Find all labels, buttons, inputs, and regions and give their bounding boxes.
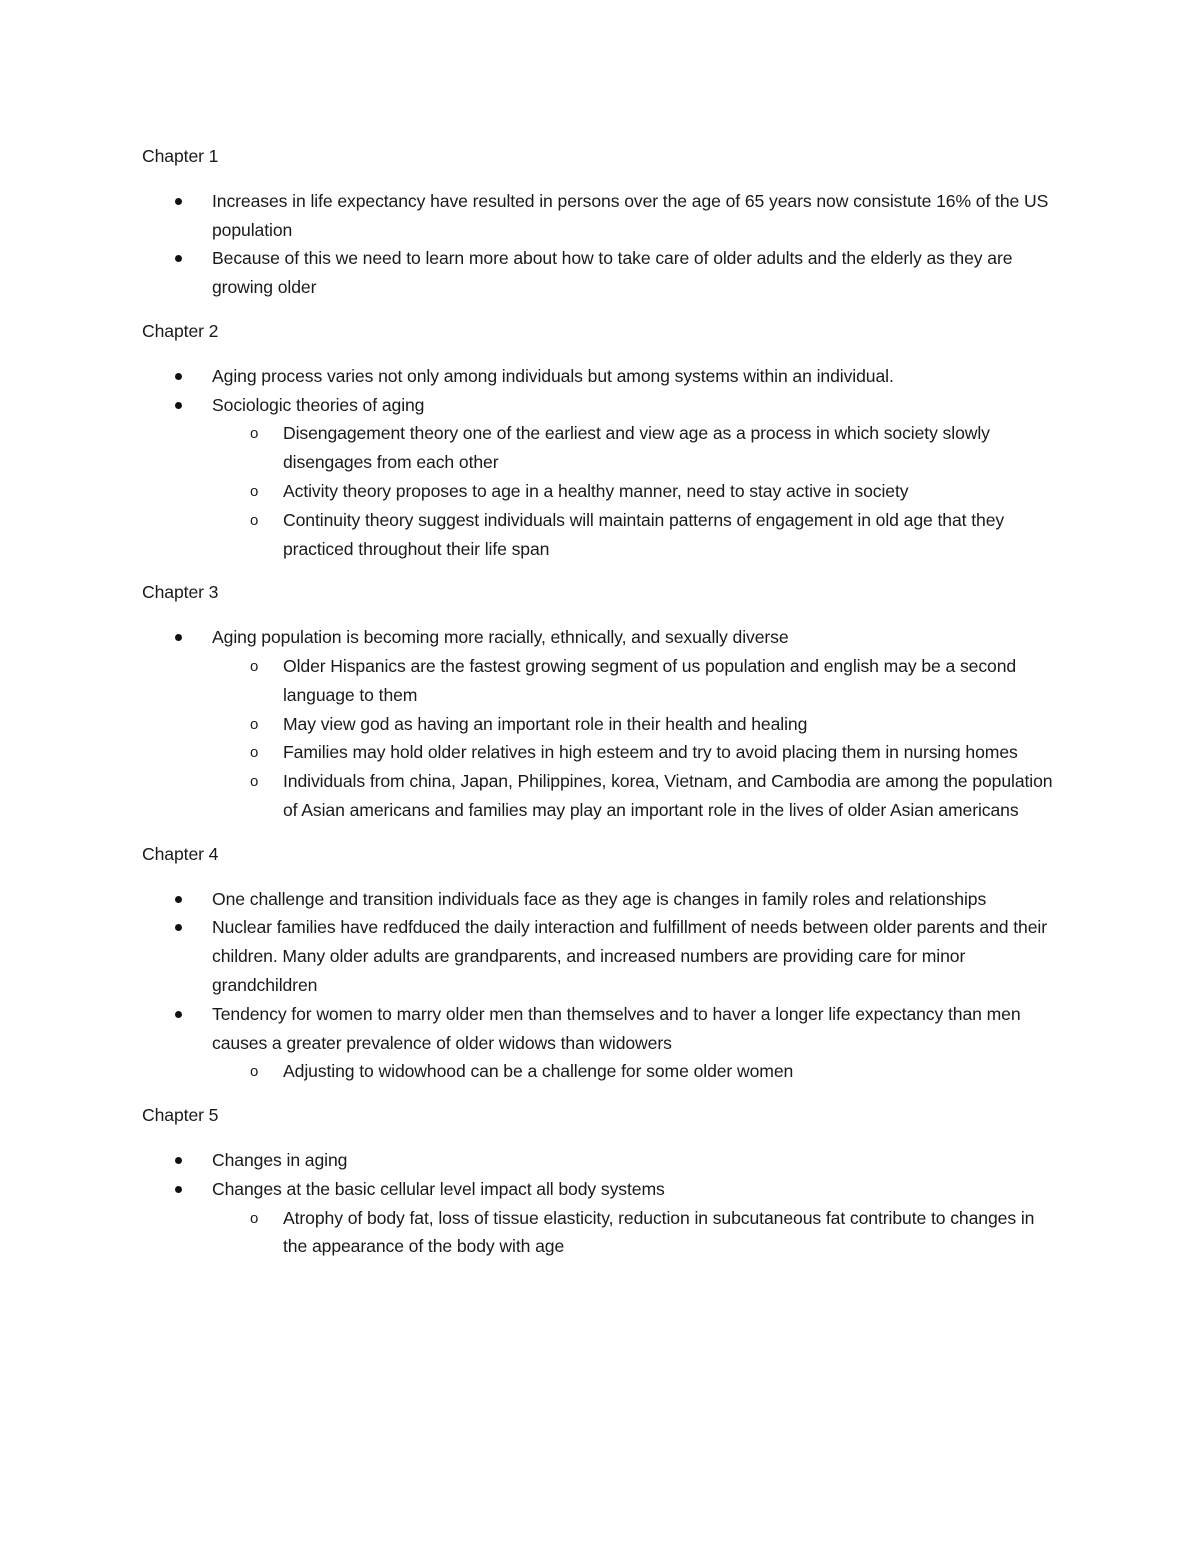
list-item <box>142 623 1062 825</box>
sub-list-item-text: May view god as having an important role in their health and healing <box>283 713 808 734</box>
chapter-section <box>142 142 1062 302</box>
list-item <box>142 1000 1062 1086</box>
sub-list-item <box>142 506 1062 564</box>
sub-list-item <box>142 1204 1062 1262</box>
chapter-heading: Chapter 4 <box>142 843 219 864</box>
hollow-bullet-icon: o <box>250 773 259 791</box>
chapter-heading: Chapter 1 <box>142 146 219 166</box>
hollow-bullet-icon: o <box>250 482 259 500</box>
chapter-heading: Chapter 5 <box>142 1105 219 1126</box>
sub-bullet-list <box>142 652 1062 825</box>
list-item <box>142 885 1062 914</box>
hollow-bullet-icon: o <box>250 1209 259 1227</box>
chapter-section <box>142 1101 1062 1261</box>
sub-list-item-text: Older Hispanics are the fastest growing segment of us population and english may be a second language to them <box>283 655 1017 705</box>
bullet-dot-icon <box>175 1011 182 1018</box>
list-item <box>142 1146 1062 1175</box>
sub-list-item-text: Continuity theory suggest individuals will maintain patterns of engagement in old age that they practiced throughout their life span <box>283 509 1005 559</box>
sub-list-item-text: Disengagement theory one of the earliest and view age as a process in which society slowly disengages from each other <box>283 423 990 473</box>
list-item <box>142 913 1062 999</box>
list-item-text: Aging population is becoming more racially, ethnically, and sexually diverse <box>212 627 789 648</box>
chapter-heading: Chapter 2 <box>142 320 219 341</box>
sub-list-item-text: Adjusting to widowhood can be a challenge for some older women <box>283 1061 794 1082</box>
bullet-list <box>142 623 1062 825</box>
sub-list-item-text: Individuals from china, Japan, Philippines, korea, Vietnam, and Cambodia are among the population of Asian americans and families may play an important role in the lives of older Asian americans <box>283 771 1053 820</box>
list-item-text: Aging process varies not only among individuals but among systems within an individual. <box>212 365 894 386</box>
list-item-text: Changes at the basic cellular level impact all body systems <box>212 1178 665 1199</box>
chapter-section <box>142 840 1062 1086</box>
sub-list-item <box>142 419 1062 477</box>
bullet-dot-icon <box>175 402 182 409</box>
sub-list-item <box>142 738 1062 767</box>
chapter-section <box>142 578 1062 824</box>
list-item-text: Sociologic theories of aging <box>212 394 425 415</box>
bullet-dot-icon <box>175 373 182 380</box>
sub-list-item <box>142 652 1062 710</box>
bullet-dot-icon <box>175 255 182 262</box>
sub-list-item-text: Atrophy of body fat, loss of tissue elasticity, reduction in subcutaneous fat contribute to changes in the appearance of the body with age <box>283 1207 1035 1257</box>
hollow-bullet-icon: o <box>250 425 259 443</box>
sub-bullet-list <box>142 1057 1062 1086</box>
hollow-bullet-icon: o <box>250 715 259 733</box>
bullet-list <box>142 885 1062 1087</box>
list-item-text: Nuclear families have redfduced the daily interaction and fulfillment of needs between older parents and their children. Many older adults are grandparents, and increased numbers are providing care for minor grandchildren <box>212 917 1047 995</box>
list-item-text: Changes in aging <box>212 1149 348 1170</box>
sub-bullet-list <box>142 1204 1062 1262</box>
list-item-text: Tendency for women to marry older men than themselves and to haver a longer life expectancy than men causes a greater prevalence of older widows than widowers <box>212 1003 1021 1053</box>
bullet-dot-icon <box>175 634 182 641</box>
sub-bullet-list <box>142 419 1062 563</box>
sub-list-item <box>142 477 1062 506</box>
bullet-dot-icon <box>175 1186 182 1193</box>
bullet-dot-icon <box>175 924 182 931</box>
sub-list-item <box>142 710 1062 739</box>
sub-list-item-text: Families may hold older relatives in high esteem and try to avoid placing them in nursing homes <box>283 742 1018 763</box>
list-item-text: Because of this we need to learn more about how to take care of older adults and the elderly as they are growing older <box>212 248 1013 298</box>
bullet-list <box>142 187 1062 302</box>
sub-list-item-text: Activity theory proposes to age in a healthy manner, need to stay active in society <box>283 480 909 501</box>
hollow-bullet-icon: o <box>250 1063 259 1081</box>
list-item <box>142 244 1062 302</box>
list-item <box>142 187 1062 245</box>
document-content <box>142 142 1062 1276</box>
list-item <box>142 391 1062 564</box>
list-item <box>142 362 1062 391</box>
bullet-dot-icon <box>175 896 182 903</box>
bullet-dot-icon <box>175 198 182 205</box>
chapter-heading: Chapter 3 <box>142 582 219 603</box>
bullet-dot-icon <box>175 1157 182 1164</box>
hollow-bullet-icon: o <box>250 657 259 675</box>
hollow-bullet-icon: o <box>250 511 259 529</box>
list-item-text: Increases in life expectancy have resulted in persons over the age of 65 years now consistute 16% of the US population <box>212 190 1049 240</box>
hollow-bullet-icon: o <box>250 744 259 762</box>
chapter-section <box>142 317 1062 563</box>
list-item <box>142 1175 1062 1261</box>
bullet-list <box>142 1146 1062 1261</box>
bullet-list <box>142 362 1062 564</box>
sub-list-item <box>142 767 1062 825</box>
list-item-text: One challenge and transition individuals face as they age is changes in family roles and relationships <box>212 888 987 909</box>
sub-list-item <box>142 1057 1062 1086</box>
